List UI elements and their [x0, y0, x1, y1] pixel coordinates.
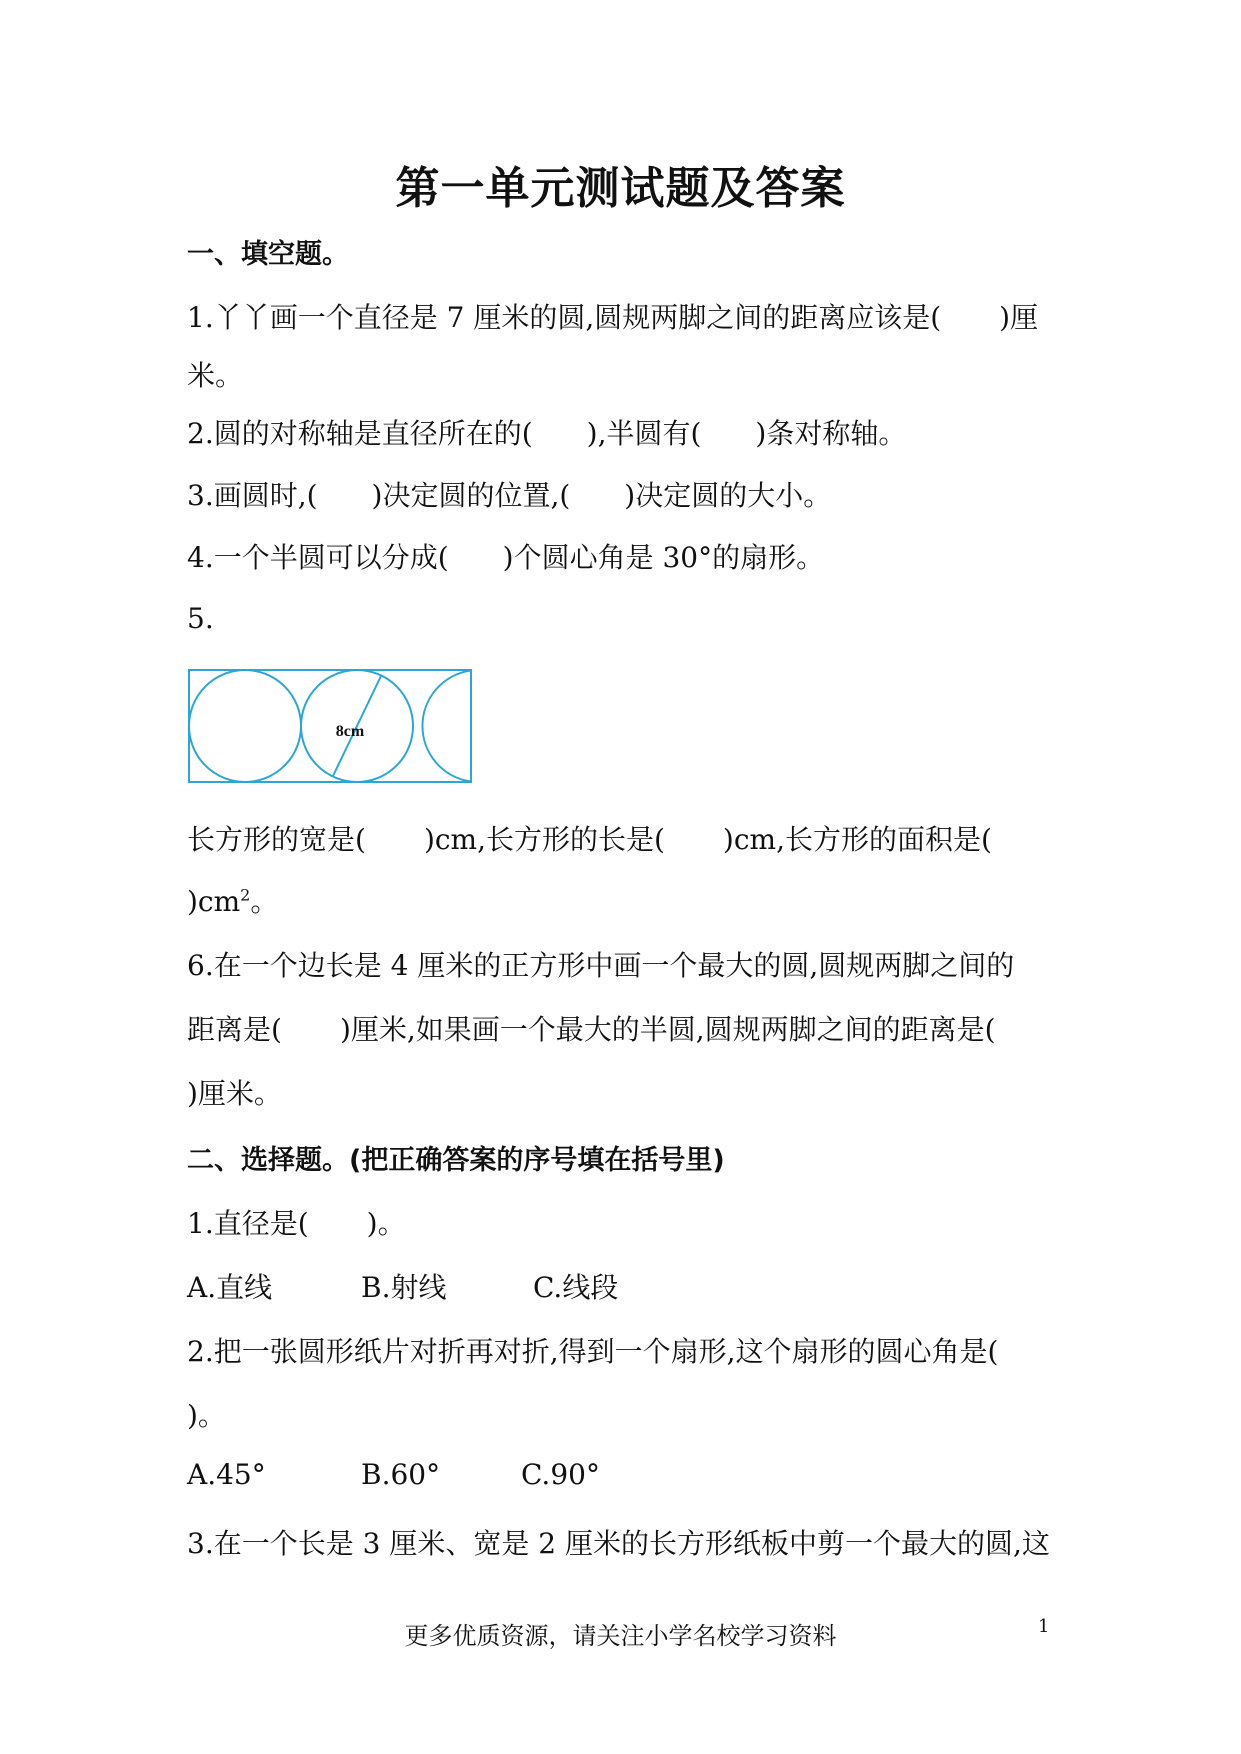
section-1-heading: 一、填空题。: [187, 239, 349, 270]
q1-4-text-b: )个圆心角是 30°的扇形。: [502, 541, 825, 574]
question-1-5-cont: [187, 880, 278, 920]
question-1-1-cont: 米。: [187, 359, 244, 392]
q1-1-text-b: )厘: [999, 301, 1039, 334]
q1-3-text-a: 3.画圆时,(: [187, 479, 318, 512]
question-1-6-cont: [187, 1008, 996, 1048]
q1-5-text-c: )cm,长方形的面积是(: [722, 823, 992, 856]
question-1-5: [187, 818, 992, 858]
q1-5-text-e: 。: [250, 885, 279, 918]
question-1-6: 6.在一个边长是 4 厘米的正方形中画一个最大的圆,圆规两脚之间的: [187, 949, 1015, 982]
squared-superscript: 2: [240, 885, 251, 905]
q1-6-text-c: )厘米,如果画一个最大的半圆,圆规两脚之间的距离是(: [339, 1013, 996, 1046]
option-a[interactable]: A.直线: [187, 1271, 273, 1304]
page-title: 第一单元测试题及答案: [395, 163, 846, 214]
option-b[interactable]: B.射线: [361, 1271, 447, 1304]
q1-5-text-a: 长方形的宽是(: [187, 823, 366, 856]
q2-1-text-a: 1.直径是(: [187, 1207, 309, 1240]
question-1-4: [187, 536, 824, 576]
q1-5-text-d: )cm: [187, 885, 241, 918]
section-2-heading: 二、选择题。(把正确答案的序号填在括号里): [187, 1145, 725, 1176]
q1-3-text-c: )决定圆的大小。: [624, 479, 832, 512]
question-1-2: [187, 412, 906, 452]
half-circle-right: [422, 671, 471, 782]
question-1-3: [187, 474, 831, 514]
outer-rectangle: [189, 670, 471, 782]
q1-5-text-b: )cm,长方形的长是(: [423, 823, 665, 856]
rectangle-circles-figure: [187, 668, 473, 784]
q2-1-text-b: )。: [366, 1207, 406, 1240]
option-c[interactable]: C.线段: [533, 1271, 619, 1304]
question-1-1: [187, 296, 1038, 336]
question-2-2-cont: )。: [187, 1399, 226, 1432]
q1-6-text-b: 距离是(: [187, 1013, 282, 1046]
option-a[interactable]: A.45°: [187, 1458, 266, 1491]
question-2-1: [187, 1202, 406, 1242]
q1-2-text-c: )条对称轴。: [755, 417, 907, 450]
option-b[interactable]: B.60°: [361, 1458, 441, 1491]
circle-left: [189, 670, 301, 782]
option-c[interactable]: C.90°: [521, 1458, 600, 1491]
q1-2-text-b: ),半圆有(: [586, 417, 702, 450]
q1-2-text-a: 2.圆的对称轴是直径所在的(: [187, 417, 533, 450]
question-2-3: 3.在一个长是 3 厘米、宽是 2 厘米的长方形纸板中剪一个最大的圆,这: [187, 1527, 1050, 1560]
question-1-5-label: 5.: [187, 602, 214, 635]
q1-1-text-a: 1.丫丫画一个直径是 7 厘米的圆,圆规两脚之间的距离应该是(: [187, 301, 942, 334]
question-1-6-cont2: )厘米。: [187, 1077, 282, 1110]
q1-3-text-b: )决定圆的位置,(: [371, 479, 571, 512]
q1-4-text-a: 4.一个半圆可以分成(: [187, 541, 449, 574]
footer-text: 更多优质资源，请关注小学名校学习资料: [404, 1622, 837, 1650]
question-2-2: 2.把一张圆形纸片对折再对折,得到一个扇形,这个扇形的圆心角是(: [187, 1335, 999, 1368]
page-number: 1: [1038, 1616, 1050, 1637]
diameter-label: 8cm: [335, 723, 365, 740]
